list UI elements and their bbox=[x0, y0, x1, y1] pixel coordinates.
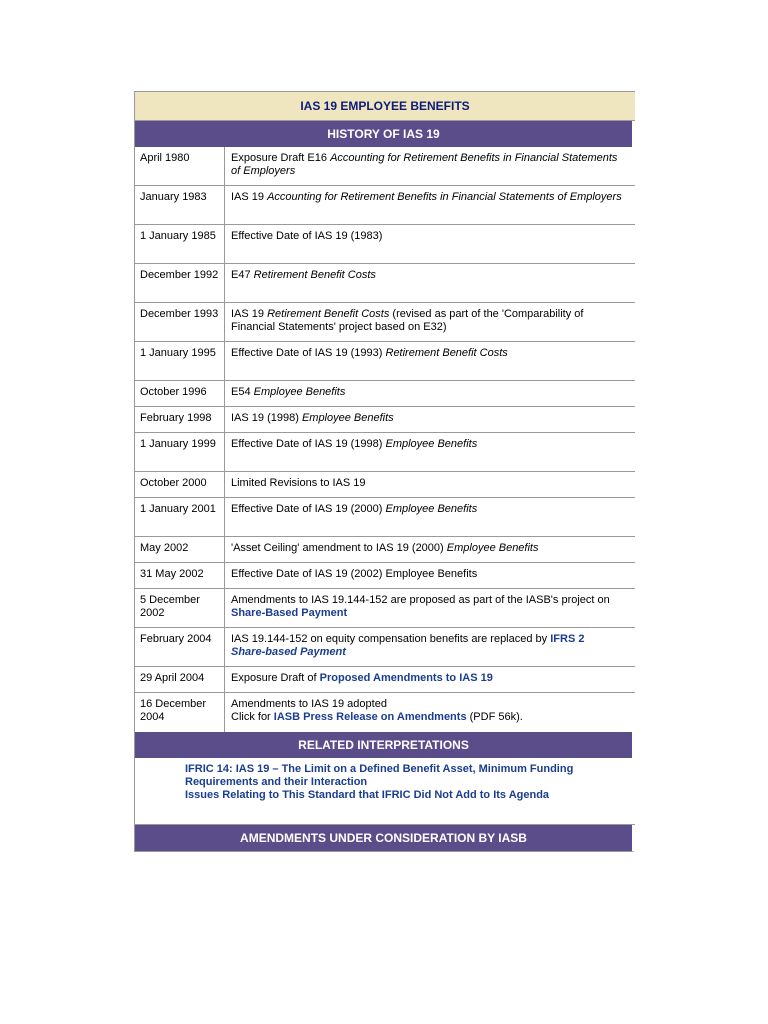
table-row bbox=[135, 537, 635, 563]
interpretations-list bbox=[135, 758, 635, 825]
row-title-italic: Retirement Benefit Costs bbox=[267, 308, 390, 320]
row-description bbox=[225, 589, 635, 627]
row-description bbox=[225, 186, 635, 224]
row-link[interactable]: IFRS 2 bbox=[550, 633, 585, 645]
table-row bbox=[135, 667, 635, 693]
row-description bbox=[225, 147, 635, 185]
row-text: IAS 19 (1998) bbox=[231, 412, 302, 424]
table-row bbox=[135, 563, 635, 589]
row-link[interactable]: Share-Based Payment bbox=[231, 607, 348, 619]
row-description bbox=[225, 563, 635, 588]
row-title-italic: Employee Benefits bbox=[301, 412, 394, 424]
row-description bbox=[225, 264, 635, 302]
row-link[interactable]: IASB Press Release on Amendments bbox=[273, 711, 467, 723]
table-row bbox=[135, 407, 635, 433]
table-row bbox=[135, 381, 635, 407]
row-text: E47 bbox=[231, 269, 254, 281]
row-text: Amendments to IAS 19 adopted bbox=[231, 698, 387, 710]
row-text: IAS 19.144-152 on equity compensation benefits are replaced by bbox=[231, 633, 551, 645]
row-title-italic: Employee Benefits bbox=[253, 386, 346, 398]
table-row bbox=[135, 225, 635, 264]
row-title-italic: Retirement Benefit Costs bbox=[385, 347, 508, 359]
row-text: Effective Date of IAS 19 (2000) bbox=[231, 503, 386, 515]
page-title: IAS 19 EMPLOYEE BENEFITS bbox=[135, 91, 635, 121]
row-description bbox=[225, 407, 635, 432]
row-text-tail: (PDF 56k). bbox=[466, 711, 523, 723]
row-text: Effective Date of IAS 19 (1993) bbox=[231, 347, 386, 359]
row-description bbox=[225, 225, 635, 263]
row-link[interactable]: Proposed Amendments to IAS 19 bbox=[319, 672, 493, 684]
row-description bbox=[225, 433, 635, 471]
row-text: Limited Revisions to IAS 19 bbox=[231, 477, 366, 489]
row-description bbox=[225, 381, 635, 406]
row-date: December 1993 bbox=[135, 303, 225, 341]
row-description bbox=[225, 498, 635, 536]
row-description bbox=[225, 667, 635, 692]
interpretation-link-agenda[interactable]: Issues Relating to This Standard that IFRIC Did Not Add to Its Agenda bbox=[185, 789, 550, 801]
row-date: January 1983 bbox=[135, 186, 225, 224]
table-row bbox=[135, 433, 635, 472]
row-text: IAS 19 bbox=[231, 308, 268, 320]
row-text: Amendments to IAS 19.144-152 are proposed as part of the IASB's project on bbox=[231, 594, 610, 606]
row-date: 1 January 1985 bbox=[135, 225, 225, 263]
table-row bbox=[135, 342, 635, 381]
table-row bbox=[135, 147, 635, 186]
table-row bbox=[135, 628, 635, 667]
row-text: Effective Date of IAS 19 (2002) Employee Benefits bbox=[231, 568, 478, 580]
interpretations-heading: RELATED INTERPRETATIONS bbox=[135, 732, 635, 758]
row-title-italic: Accounting for Retirement Benefits in Financial Statements of Employers bbox=[231, 152, 618, 177]
interpretation-link-ifric14[interactable]: IFRIC 14: IAS 19 – The Limit on a Defined Benefit Asset, Minimum Funding Requirements and their Interaction bbox=[185, 763, 574, 788]
row-description bbox=[225, 628, 635, 666]
row-text-post: Click for bbox=[231, 711, 274, 723]
row-date: May 2002 bbox=[135, 537, 225, 562]
row-text: IAS 19 bbox=[231, 191, 268, 203]
row-date: February 2004 bbox=[135, 628, 225, 666]
row-date: October 1996 bbox=[135, 381, 225, 406]
row-date: April 1980 bbox=[135, 147, 225, 185]
table-row bbox=[135, 472, 635, 498]
row-date: 5 December 2002 bbox=[135, 589, 225, 627]
history-heading: HISTORY OF IAS 19 bbox=[135, 121, 635, 147]
row-text: Effective Date of IAS 19 (1983) bbox=[231, 230, 383, 242]
row-date: 29 April 2004 bbox=[135, 667, 225, 692]
amendments-heading: AMENDMENTS UNDER CONSIDERATION BY IASB bbox=[135, 825, 635, 852]
row-description bbox=[225, 693, 635, 732]
row-text: Exposure Draft of bbox=[231, 672, 320, 684]
row-description bbox=[225, 537, 635, 562]
row-date: 1 January 2001 bbox=[135, 498, 225, 536]
row-text: E54 bbox=[231, 386, 254, 398]
row-date: 16 December 2004 bbox=[135, 693, 225, 732]
table-row bbox=[135, 186, 635, 225]
row-text: 'Asset Ceiling' amendment to IAS 19 (2000) bbox=[231, 542, 447, 554]
row-description bbox=[225, 472, 635, 497]
row-text: Effective Date of IAS 19 (1998) bbox=[231, 438, 386, 450]
table-row bbox=[135, 693, 635, 732]
row-date: December 1992 bbox=[135, 264, 225, 302]
row-date: February 1998 bbox=[135, 407, 225, 432]
row-date: 31 May 2002 bbox=[135, 563, 225, 588]
row-link-secondary[interactable]: Share-based Payment bbox=[231, 646, 346, 658]
table-row bbox=[135, 589, 635, 628]
row-title-italic: Accounting for Retirement Benefits in Financial Statements of Employers bbox=[267, 191, 622, 203]
row-description bbox=[225, 303, 635, 341]
table-row bbox=[135, 264, 635, 303]
row-date: 1 January 1999 bbox=[135, 433, 225, 471]
row-title-italic: Employee Benefits bbox=[385, 438, 478, 450]
row-title-italic: Retirement Benefit Costs bbox=[253, 269, 376, 281]
table-row bbox=[135, 303, 635, 342]
row-description bbox=[225, 342, 635, 380]
history-table bbox=[135, 147, 635, 732]
row-title-italic: Employee Benefits bbox=[385, 503, 478, 515]
row-text: Exposure Draft E16 bbox=[231, 152, 331, 164]
row-date: 1 January 1995 bbox=[135, 342, 225, 380]
table-row bbox=[135, 498, 635, 537]
row-title-italic: Employee Benefits bbox=[446, 542, 539, 554]
row-text-post: (revised as part of the 'Comparability of Financial Statements' project based on E32) bbox=[231, 308, 584, 333]
row-date: October 2000 bbox=[135, 472, 225, 497]
document-table bbox=[134, 91, 635, 852]
